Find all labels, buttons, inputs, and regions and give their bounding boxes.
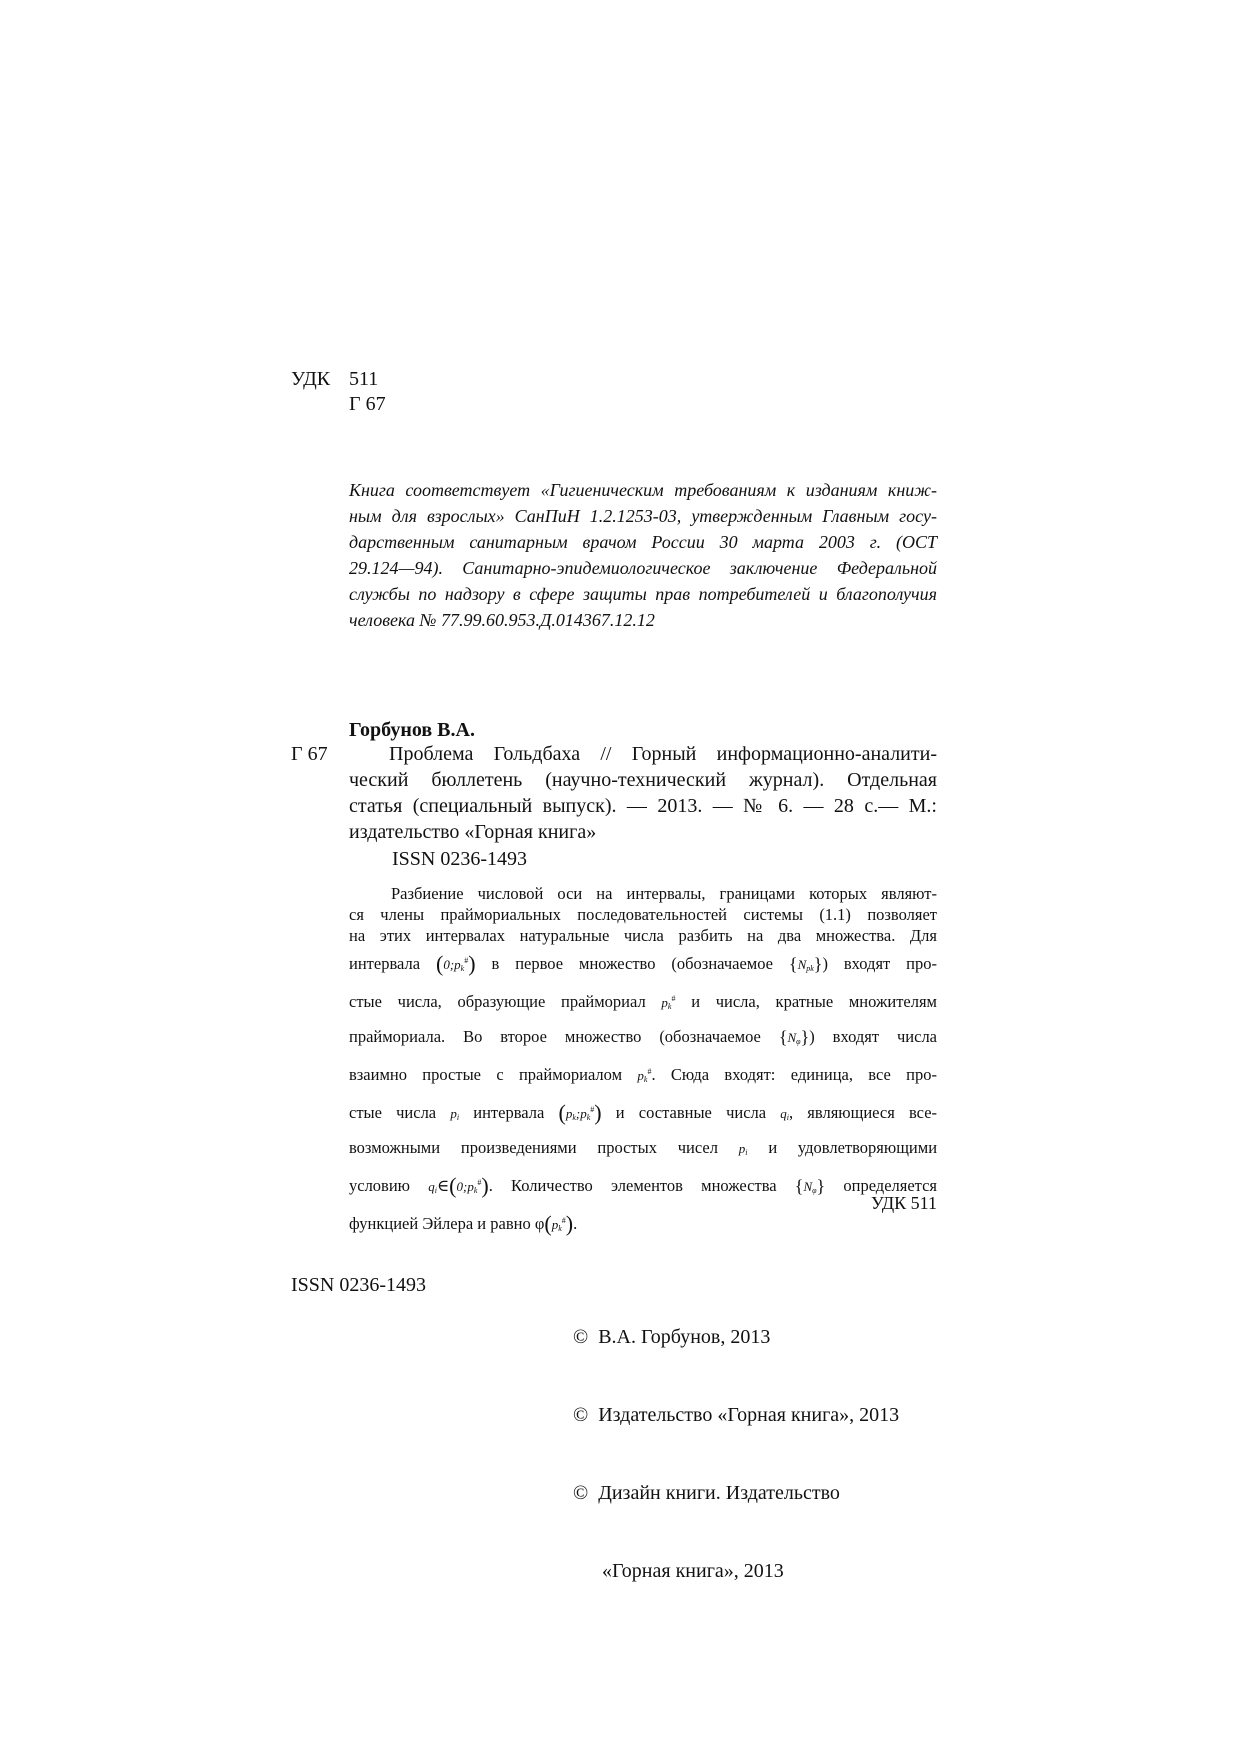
abstract-line: праймориала. Во второе множество (обозначаемое $\{N_\varphi\}$) входят числа — [349, 1027, 938, 1047]
author-mark: Г 67 — [349, 393, 386, 415]
abstract-line: ся члены праймориальных последовательностей системы (1.1) позволяет — [349, 905, 937, 924]
abstract-line: взаимно простые с праймориалом $p_k^{\#}$. Сюда входят: единица, все про- — [349, 1065, 937, 1084]
abstract-line: на этих интервалах натуральные числа разбить на два множества. Для — [349, 926, 937, 945]
bib-line: Проблема Гольдбаха // Горный информационно-аналити- — [389, 743, 937, 765]
formula-pk-primorial: $p_k^{\#}$ — [661, 994, 676, 1011]
abstract-line: стые числа, образующие праймориал $p_k^{\#}$ и числа, кратные множителям — [349, 992, 938, 1011]
hygiene-line: Книга соответствует «Гигиеническим требованиям к изданиям книж- — [349, 480, 937, 500]
hygiene-line: ным для взрослых» СанПиН 1.2.1253-03, утвержденным Главным госу- — [349, 506, 937, 526]
book-author: Горбунов В.А. — [349, 719, 475, 741]
footer-issn: ISSN 0236-1493 — [291, 1274, 427, 1296]
hygiene-line: службы по надзору в сфере защиты прав потребителей и благополучия — [349, 584, 937, 604]
copyright-line: «Горная книга», 2013 — [602, 1560, 784, 1582]
bib-line: ческий бюллетень (научно-технический журнал). Отдельная — [349, 769, 937, 791]
abstract-line: стые числа $p_i$ интервала $(p_k;p_k^{\#})$ и составные числа $q_i$, являющиеся все- — [349, 1100, 938, 1125]
copyright-block — [573, 1272, 899, 1610]
abstract-line: интервала $(0;p_k^{\#})$ в первое множество (обозначаемое $\{N_{pk}\}$) входят про- — [349, 951, 938, 976]
copyright-line: © Издательство «Горная книга», 2013 — [573, 1404, 900, 1426]
udk-label: УДК — [291, 368, 331, 390]
hygiene-line: человека № 77.99.60.953.Д.014367.12.12 — [349, 610, 655, 630]
abstract-line: функцией Эйлера и равно $\varphi(p_k^{\#})$. — [349, 1211, 578, 1236]
abstract-line: возможными произведениями простых чисел $p_i$ и удовлетворяющими — [349, 1138, 938, 1157]
bib-issn: ISSN 0236-1493 — [392, 848, 528, 870]
hygiene-line: дарственным санитарным врачом России 30 марта 2003 г. (ОСТ — [349, 532, 937, 552]
formula-euler-phi: $\varphi(p_k^{\#})$ — [534, 1211, 574, 1236]
bib-description — [349, 741, 937, 845]
formula-pk-primorial: $p_k^{\#}$ — [637, 1067, 652, 1084]
formula-pi: $p_i$ — [450, 1106, 460, 1122]
hygiene-note — [349, 477, 937, 633]
abstract-line: Разбиение числовой оси на интервалы, границами которых являют- — [391, 884, 937, 903]
formula-set-n-phi: $\{N_\varphi\}$ — [778, 1027, 810, 1047]
copyright-line: © В.А. Горбунов, 2013 — [573, 1326, 771, 1348]
formula-qi-in-interval: $q_i\in(0;p_k^{\#})$ — [428, 1173, 489, 1198]
abstract — [349, 883, 937, 1244]
formula-set-n-pk: $\{N_{pk}\}$ — [788, 954, 823, 974]
formula-interval-0-pk: $(0;p_k^{\#})$ — [435, 951, 476, 976]
abstract-line: условию $q_i\in(0;p_k^{\#})$. Количество элементов множества $\{N_\varphi\}$ определяется — [349, 1173, 938, 1198]
udk-code: 511 — [349, 368, 379, 390]
bib-side-mark: Г 67 — [291, 743, 328, 765]
hygiene-line: 29.124—94). Санитарно-эпидемиологическое заключение Федеральной — [349, 558, 937, 578]
formula-set-n-phi: $\{N_\varphi\}$ — [794, 1176, 826, 1196]
copyright-line: © Дизайн книги. Издательство — [573, 1482, 840, 1504]
formula-interval-pk-pk: $(p_k;p_k^{\#})$ — [558, 1100, 602, 1125]
bib-line: издательство «Горная книга» — [349, 821, 597, 843]
formula-pi: $p_i$ — [738, 1141, 748, 1157]
formula-qi: $q_i$ — [780, 1106, 789, 1122]
abstract-udk: УДК 511 — [870, 1193, 937, 1213]
bib-line: статья (специальный выпуск). — 2013. — № 6. — 28 с.— М.: — [349, 795, 937, 817]
